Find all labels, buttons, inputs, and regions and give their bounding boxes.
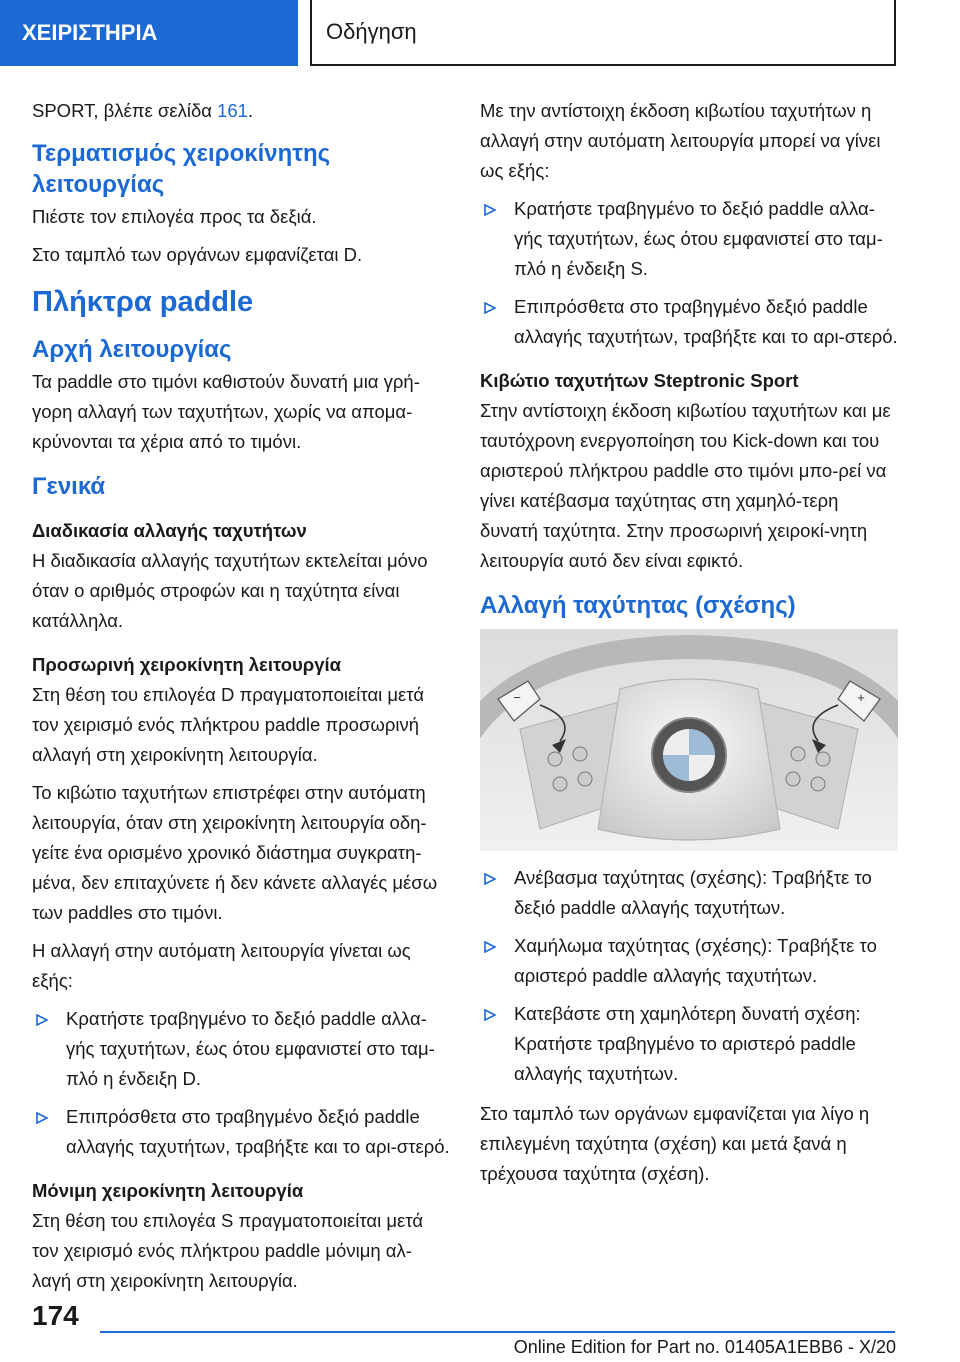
triangle-bullet-icon (484, 204, 496, 216)
step-list (480, 863, 898, 1089)
paragraph: Στη θέση του επιλογέα D πραγματοποιείται μετά τον χειρισμό ενός πλήκτρου paddle προσωρινή αλλαγή στη χειροκίνητη λειτουργία. (32, 684, 425, 765)
triangle-bullet-icon (484, 941, 496, 953)
brand-emblem (652, 718, 726, 792)
heading-permanent-manual: Μόνιμη χειροκίνητη λειτουργία (32, 1180, 304, 1201)
paddle-plus-mark: + (857, 690, 865, 705)
list-item: Κατεβάστε στη χαμηλότερη δυνατή σχέση: Κρατήστε τραβηγμένο το αριστερό paddle αλλαγής ταχυτήτων. (480, 999, 898, 1089)
list-item: Επιπρόσθετα στο τραβηγμένο δεξιό paddle αλλαγής ταχυτήτων, τραβήξτε και το αρι-στερό. (32, 1102, 450, 1162)
triangle-bullet-icon (36, 1112, 48, 1124)
heading-end-manual: Τερματισμός χειροκίνητης λειτουργίας (32, 140, 331, 198)
paragraph-sport-ref: SPORT, βλέπε σελίδα 161. (32, 100, 254, 121)
paragraph: Τα paddle στο τιμόνι καθιστούν δυνατή μια γρή-γορη αλλαγή των ταχυτήτων, χωρίς να απομα-κρύνονται τα χέρια από το τιμόνι. (32, 371, 420, 452)
paragraph: Στο ταμπλό των οργάνων εμφανίζεται για λίγο η επιλεγμένη ταχύτητα (σχέση) και μετά ξανά η τρέχουσα ταχύτητα (σχέση). (480, 1103, 870, 1184)
section-title: Οδήγηση (310, 0, 896, 66)
paragraph: Στη θέση του επιλογέα S πραγματοποιείται μετά τον χειρισμό ενός πλήκτρου paddle μόνιμη αλ-λαγή στη χειροκίνητη λειτουργία. (32, 1210, 424, 1291)
paragraph: Πιέστε τον επιλογέα προς τα δεξιά. (32, 206, 317, 227)
triangle-bullet-icon (484, 873, 496, 885)
triangle-bullet-icon (36, 1014, 48, 1026)
paragraph: Με την αντίστοιχη έκδοση κιβωτίου ταχυτήτων η αλλαγή στην αυτόματη λειτουργία μπορεί να γίνει ως εξής: (480, 100, 881, 181)
heading-steptronic: Κιβώτιο ταχυτήτων Steptronic Sport (480, 370, 799, 391)
page-link-161[interactable]: 161 (217, 100, 248, 121)
step-list (32, 1004, 450, 1162)
chapter-tab: ΧΕΙΡΙΣΤΗΡΙΑ (0, 0, 298, 66)
steering-wheel-illustration (480, 629, 898, 851)
triangle-bullet-icon (484, 1009, 496, 1021)
heading-temporary-manual: Προσωρινή χειροκίνητη λειτουργία (32, 654, 342, 675)
list-item: Επιπρόσθετα στο τραβηγμένο δεξιό paddle αλλαγής ταχυτήτων, τραβήξτε και το αρι-στερό. (480, 292, 898, 352)
paragraph: Στην αντίστοιχη έκδοση κιβωτίου ταχυτήτων και με ταυτόχρονη ενεργοποίηση του Kick-down και του αριστερού πλήκτρου paddle στο τιμόνι μπο-ρεί να γίνει κατέβασμα ταχύτητας στη χαμηλό-τερη δυνατή ταχύτητα. Στην προσωρινή χειροκί-νητη λειτουργία αυτό δεν είναι εφικτό. (480, 400, 891, 571)
heading-principle: Αρχή λειτουργίας (32, 336, 232, 363)
heading-paddle-keys: Πλήκτρα paddle (32, 286, 254, 318)
heading-general: Γενικά (32, 473, 106, 500)
footer-divider (100, 1331, 895, 1333)
list-item: Κρατήστε τραβηγμένο το δεξιό paddle αλλα-γής ταχυτήτων, έως ότου εμφανιστεί στο ταμ-πλό η ένδειξη D. (32, 1004, 450, 1094)
list-item: Ανέβασμα ταχύτητας (σχέσης): Τραβήξτε το δεξιό paddle αλλαγής ταχυτήτων. (480, 863, 898, 923)
edition-text: Online Edition for Part no. 01405A1EBB6 - X/20 (513, 1337, 896, 1357)
page-number: 174 (32, 1300, 79, 1331)
paddle-minus-mark: − (513, 690, 521, 705)
paragraph: Στο ταμπλό των οργάνων εμφανίζεται D. (32, 244, 363, 265)
list-item: Χαμήλωμα ταχύτητας (σχέσης): Τραβήξτε το αριστερό paddle αλλαγής ταχυτήτων. (480, 931, 898, 991)
paragraph: Το κιβώτιο ταχυτήτων επιστρέφει στην αυτόματη λειτουργία, όταν στη χειροκίνητη λειτουργία οδη-γείτε ένα ορισμένο χρονικό διάστημα συγκρατη-μένα, δεν επιταχύνετε ή δεν κάνετε αλλαγές μέσω των paddles στο τιμόνι. (32, 782, 438, 923)
list-item: Κρατήστε τραβηγμένο το δεξιό paddle αλλα-γής ταχυτήτων, έως ότου εμφανιστεί στο ταμ-πλό η ένδειξη S. (480, 194, 898, 284)
left-column (32, 96, 450, 1304)
page-header (0, 0, 960, 66)
heading-gear-change: Αλλαγή ταχύτητας (σχέσης) (480, 592, 796, 619)
paragraph: Η αλλαγή στην αυτόματη λειτουργία γίνεται ως εξής: (32, 940, 411, 991)
paragraph: Η διαδικασία αλλαγής ταχυτήτων εκτελείται μόνο όταν ο αριθμός στροφών και η ταχύτητα είναι κατάλληλα. (32, 550, 428, 631)
triangle-bullet-icon (484, 302, 496, 314)
right-column (480, 96, 898, 1197)
step-list (480, 194, 898, 352)
heading-shift-process: Διαδικασία αλλαγής ταχυτήτων (32, 520, 307, 541)
